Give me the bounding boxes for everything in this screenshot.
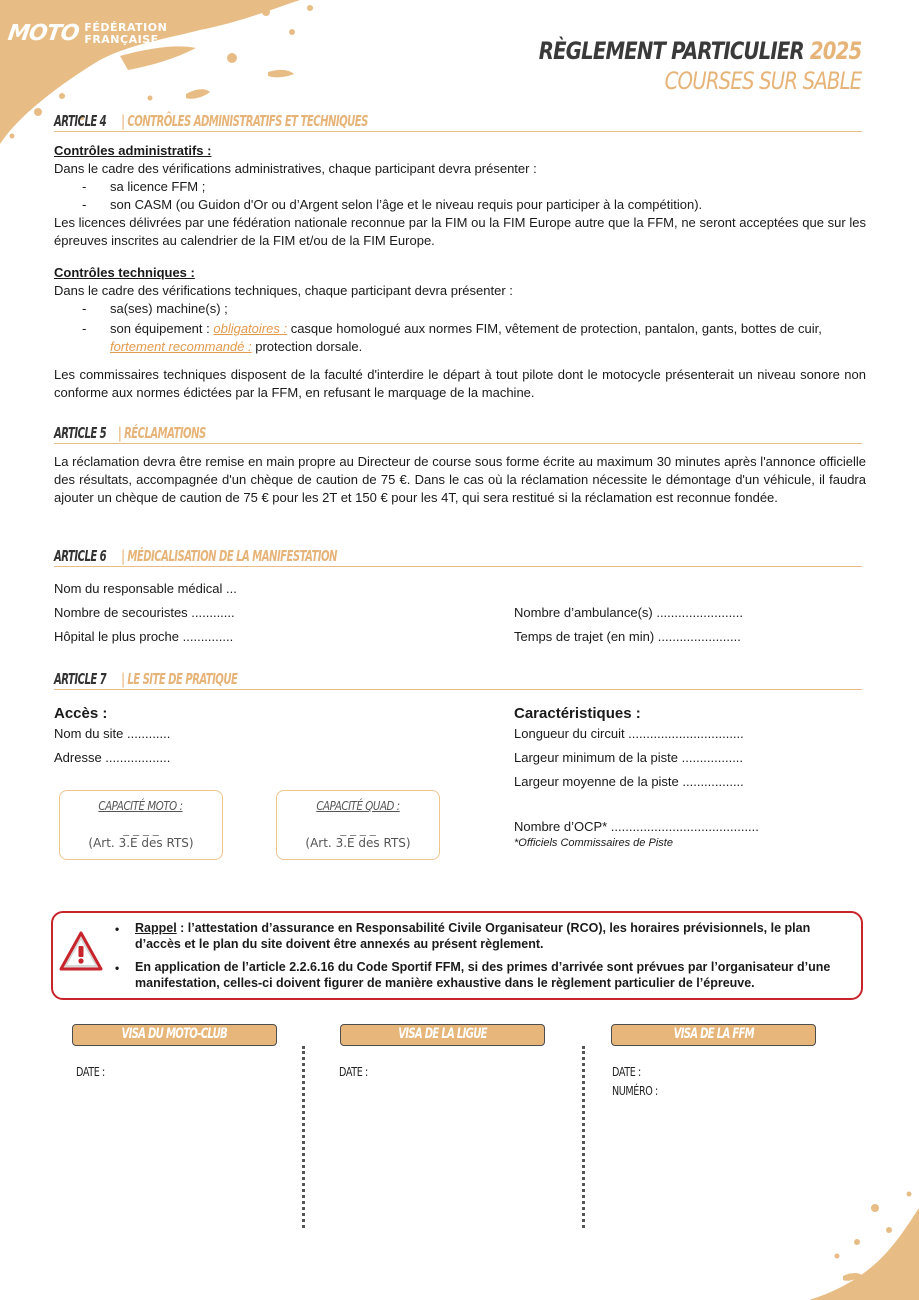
rescuers-count-field: Nombre de secouristes ............: [54, 605, 235, 620]
capacity-moto-reference: (Art. 3.E des RTS): [88, 836, 194, 850]
mandatory-items: casque homologué aux normes FIM, vêtement de protection, pantalon, gants, bottes de cuir,: [290, 321, 822, 336]
capacity-moto-box: [59, 790, 223, 860]
ffm-logo: [8, 22, 167, 46]
signature-divider: [582, 1046, 585, 1228]
characteristics-heading: Caractéristiques :: [514, 705, 641, 722]
article-6-title: | MÉDICALISATION DE LA MANIFESTATION: [121, 547, 337, 565]
article-5-label: [54, 424, 225, 442]
article-4-heading: [54, 112, 862, 132]
dash-bullet: -: [82, 321, 87, 336]
equipment-prefix: son équipement :: [110, 321, 210, 336]
claims-text: La réclamation devra être remise en main propre au Directeur de course sous forme écrite au maximum 30 minutes après l'annonce officielle des résultats, accompagnée d'un chèque de caution de 75 €. Dans le cas où la réclamation nécessite le démontage d'un véhicule, il faudra ajouter un chèque de caution de 75 € pour les 2T et 150 € pour les 4T, qui sera restitué si la réclamation est reconnue fondée.: [54, 454, 866, 505]
reminder-annexes-text: : l’attestation d’assurance en Responsabilité Civile Organisateur (RCO), les horaires prévisionnels, le plan d’accès et le plan du site doivent être annexés au présent règlement.: [135, 921, 811, 951]
article-7-heading: [54, 670, 862, 690]
dash-bullet: -: [82, 179, 87, 194]
capacity-moto-value: _ _ _ _: [123, 822, 159, 836]
tech-controls-note: Les commissaires techniques disposent de la faculté d'interdire le départ à tout pilote dont le motocycle présenterait un niveau sonore non conforme aux normes édictées par la FFM, en refusant le marquage de la machine.: [54, 367, 866, 400]
avg-width-field: Largeur moyenne de la piste .................: [514, 774, 744, 789]
site-name-field: Nom du site ............: [54, 726, 171, 741]
circuit-length-field: Longueur du circuit ................................: [514, 726, 744, 741]
visa-ffm-number: NUMÉRO :: [612, 1084, 658, 1098]
ocp-footnote: *Officiels Commissaires de Piste: [514, 837, 673, 849]
visa-moto-club-label: VISA DU MOTO-CLUB: [121, 1026, 228, 1042]
capacity-quad-title: CAPACITÉ QUAD :: [316, 799, 400, 813]
capacity-quad-value: _ _ _ _: [340, 822, 376, 836]
reminder-bullet: •: [115, 922, 120, 936]
title-subtitle: COURSES SUR SABLE: [664, 67, 861, 95]
visa-moto-club-banner: [72, 1024, 277, 1046]
admin-item-casm: son CASM (ou Guidon d'Or ou d’Argent selon l’âge et le niveau requis pour participer à la compétition).: [110, 197, 703, 212]
title-main: RÈGLEMENT PARTICULIER: [538, 37, 804, 65]
admin-controls-heading: Contrôles administratifs :: [54, 143, 212, 158]
article-7-label: [54, 670, 263, 688]
visa-league-date: DATE :: [339, 1065, 368, 1079]
logo-moto-word: MOTO: [6, 21, 81, 46]
article-5-title: | RÉCLAMATIONS: [117, 424, 206, 442]
tech-item-equipment: [110, 320, 870, 338]
article-6-label: [54, 547, 384, 565]
visa-ffm-label: VISA DE LA FFM: [673, 1026, 754, 1042]
title-main-line: [538, 36, 861, 66]
article-6-number: ARTICLE 6: [54, 547, 107, 565]
article-4-number: ARTICLE 4: [54, 112, 107, 130]
signature-divider: [302, 1046, 305, 1228]
reminder-item-prizes: En application de l’article 2.2.6.16 du Code Sportif FFM, si des primes d’arrivée sont prévues par l’organisateur d’une manifestation, celles-ci doivent figurer de manière exhaustive dans le règlement particulier de l’épreuve.: [135, 960, 831, 990]
admin-item-licence: sa licence FFM ;: [110, 179, 206, 194]
article-7-title: | LE SITE DE PRATIQUE: [121, 670, 238, 688]
reminder-item-annexes: [135, 920, 857, 952]
admin-controls-intro: Dans le cadre des vérifications administratives, chaque participant devra présenter :: [54, 161, 537, 176]
tech-item-machine: sa(ses) machine(s) ;: [110, 301, 228, 316]
reminder-box: [51, 911, 863, 1000]
decorative-splash-bottom-right: [739, 1190, 919, 1300]
medical-officer-field: Nom du responsable médical ...: [54, 581, 237, 596]
tech-controls-intro: Dans le cadre des vérifications techniques, chaque participant devra présenter :: [54, 283, 513, 298]
article-7-number: ARTICLE 7: [54, 670, 107, 688]
dash-bullet: -: [82, 301, 87, 316]
visa-moto-club-date: DATE :: [76, 1065, 105, 1079]
warning-triangle-icon: [59, 931, 103, 971]
logo-line-1: FÉDÉRATION: [84, 21, 168, 34]
access-heading: Accès :: [54, 705, 108, 722]
article-5-heading: [54, 424, 862, 444]
title-year: 2025: [809, 37, 861, 65]
dash-bullet: -: [82, 197, 87, 212]
visa-ffm-banner: [611, 1024, 816, 1046]
recommended-label: fortement recommandé :: [110, 339, 252, 354]
article-6-heading: [54, 547, 862, 567]
capacity-quad-box: [276, 790, 440, 860]
visa-league-label: VISA DE LA LIGUE: [398, 1026, 487, 1042]
capacity-quad-reference: (Art. 3.E des RTS): [305, 836, 411, 850]
article-4-label: [54, 112, 422, 130]
document-title: [468, 36, 861, 96]
tech-controls-heading: Contrôles techniques :: [54, 265, 195, 280]
visa-ffm-date: DATE :: [612, 1065, 641, 1079]
mandatory-label: obligatoires :: [213, 321, 288, 336]
capacity-moto-title: CAPACITÉ MOTO :: [98, 799, 184, 813]
logo-line-2: FRANÇAISE: [84, 33, 159, 46]
ocp-count-field: Nombre d’OCP* .........................................: [514, 819, 759, 834]
article-4-title: | CONTRÔLES ADMINISTRATIFS ET TECHNIQUES: [121, 112, 368, 130]
reminder-bullet: •: [115, 961, 120, 975]
min-width-field: Largeur minimum de la piste .................: [514, 750, 744, 765]
tech-item-recommended: [110, 338, 870, 356]
travel-time-field: Temps de trajet (en min) .......................: [514, 629, 741, 644]
visa-league-banner: [340, 1024, 545, 1046]
recommended-items: protection dorsale.: [255, 339, 363, 354]
address-field: Adresse ..................: [54, 750, 171, 765]
logo-federation-text: [84, 22, 167, 46]
admin-licence-note: Les licences délivrées par une fédération nationale reconnue par la FIM ou la FIM Europe autre que la FFM, ne seront acceptées que sur les épreuves inscrites au calendrier de la FIM et/ou de la FIM Europe.: [54, 215, 866, 248]
reminder-label: Rappel: [135, 921, 177, 935]
article-5-number: ARTICLE 5: [54, 424, 107, 442]
ambulances-count-field: Nombre d’ambulance(s) ........................: [514, 605, 744, 620]
nearest-hospital-field: Hôpital le plus proche ..............: [54, 629, 234, 644]
